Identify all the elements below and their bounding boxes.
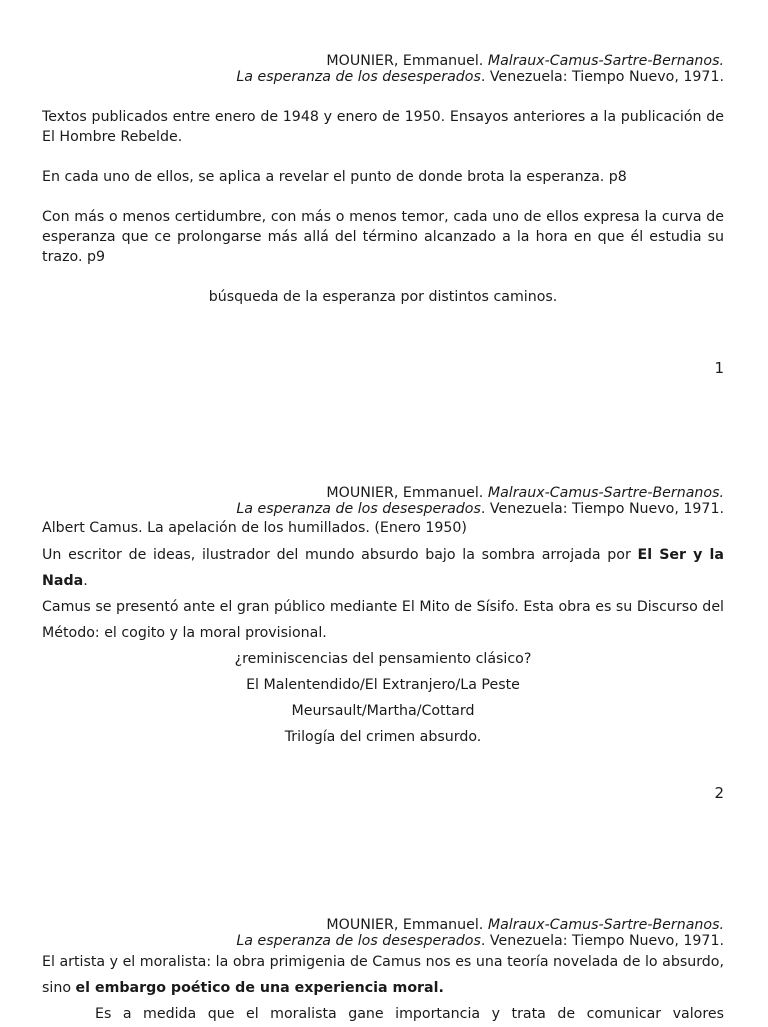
- citation: [42, 53, 724, 85]
- centered-line: Meursault/Martha/Cottard: [291, 703, 475, 719]
- paragraph: Es a medida que el moralista gane importancia y trata de comunicar valores: [95, 1006, 724, 1022]
- citation-subtitle: La esperanza de los desesperados: [236, 69, 481, 85]
- paragraph: Con más o menos certidumbre, con más o menos temor, cada uno de ellos expresa la curva de esperanza que ce prolongarse más allá del término alcanzado a la hora en que él estudia su trazo. p9: [42, 209, 724, 265]
- citation-title: Malraux-Camus-Sartre-Bernanos.: [487, 917, 724, 933]
- citation-title: Malraux-Camus-Sartre-Bernanos.: [487, 485, 724, 501]
- citation-author: MOUNIER, Emmanuel.: [326, 53, 488, 69]
- citation: [42, 485, 724, 517]
- page-number: 1: [714, 359, 724, 377]
- paragraph: Camus se presentó ante el gran público mediante El Mito de Sísifo. Esta obra es su Discurso del Método: el cogito y la moral provisional.: [42, 599, 724, 641]
- citation-publisher: . Venezuela: Tiempo Nuevo, 1971.: [480, 69, 724, 85]
- citation-publisher: . Venezuela: Tiempo Nuevo, 1971.: [480, 501, 724, 517]
- paragraph: El artista y el moralista: la obra primigenia de Camus nos es una teoría novelada de lo absurdo, sino el embargo poético de una experiencia moral.: [42, 954, 724, 996]
- page-number: 2: [714, 784, 724, 802]
- citation-publisher: . Venezuela: Tiempo Nuevo, 1971.: [480, 933, 724, 949]
- centered-line: búsqueda de la esperanza por distintos caminos.: [208, 289, 558, 305]
- page-2: [42, 485, 724, 802]
- paragraph: Albert Camus. La apelación de los humillados. (Enero 1950): [42, 520, 467, 536]
- bold-text: El Ser y la Nada: [42, 547, 724, 589]
- page-1: [42, 53, 724, 377]
- citation-subtitle: La esperanza de los desesperados: [236, 501, 481, 517]
- citation-subtitle: La esperanza de los desesperados: [236, 933, 481, 949]
- citation-author: MOUNIER, Emmanuel.: [326, 917, 488, 933]
- page-3: [42, 917, 724, 1027]
- centered-line: Trilogía del crimen absurdo.: [284, 729, 482, 745]
- centered-line: ¿reminiscencias del pensamiento clásico?: [234, 651, 532, 667]
- centered-line: El Malentendido/El Extranjero/La Peste: [246, 677, 520, 693]
- citation-author: MOUNIER, Emmanuel.: [326, 485, 488, 501]
- paragraph: Un escritor de ideas, ilustrador del mundo absurdo bajo la sombra arrojada por El Ser y la Nada.: [42, 547, 724, 589]
- citation: [42, 917, 724, 949]
- citation-title: Malraux-Camus-Sartre-Bernanos.: [487, 53, 724, 69]
- bold-text: el embargo poético de una experiencia moral.: [75, 980, 444, 996]
- paragraph: Textos publicados entre enero de 1948 y enero de 1950. Ensayos anteriores a la publicación de El Hombre Rebelde.: [42, 109, 724, 145]
- paragraph: En cada uno de ellos, se aplica a revelar el punto de donde brota la esperanza. p8: [42, 169, 627, 185]
